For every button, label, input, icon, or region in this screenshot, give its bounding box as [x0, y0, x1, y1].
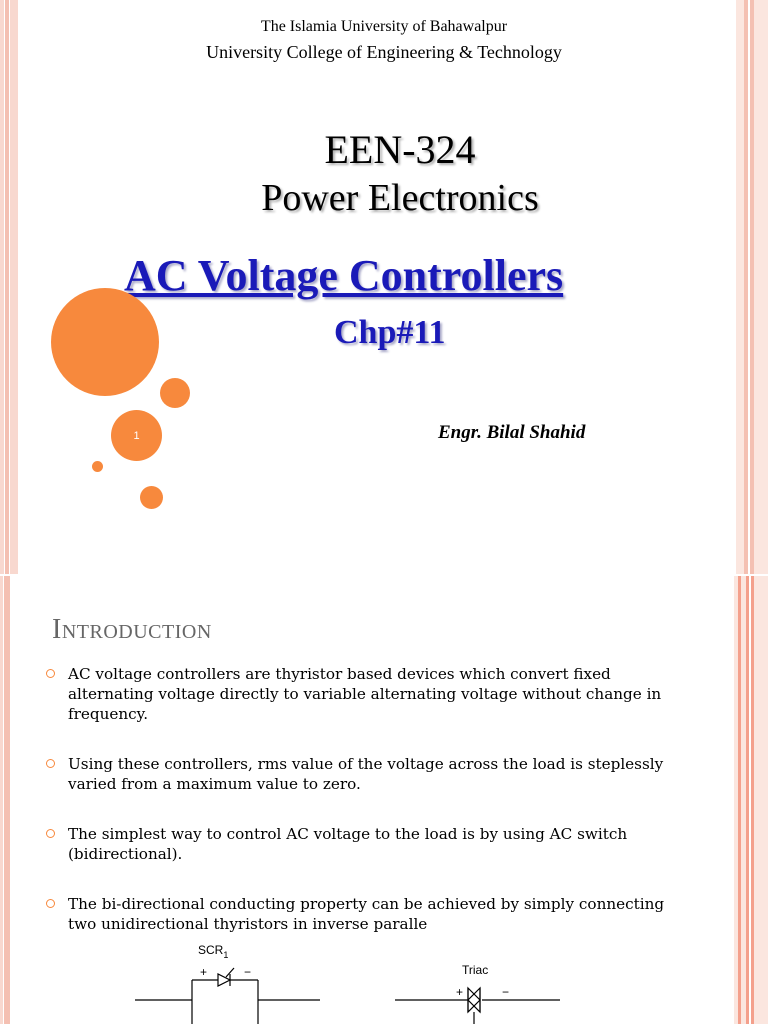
scr-label: $SCR_1$ [198, 944, 229, 960]
scr-minus-sign: − [244, 965, 252, 979]
bullet-item [46, 664, 666, 724]
triac-minus-sign: − [502, 985, 510, 999]
university-name: The Islamia University of Bahawalpur [260, 18, 508, 35]
circuit-diagram [130, 944, 600, 1024]
left-decoration-stripes [0, 0, 18, 574]
decorative-circle-small-2 [140, 486, 163, 509]
bullet-item [46, 824, 666, 864]
right-decoration-stripes [734, 576, 768, 1024]
slide-number-badge [111, 410, 162, 461]
right-decoration-stripes [736, 0, 768, 574]
decorative-circle-medium [160, 378, 190, 408]
scr-diode-symbol [218, 974, 230, 986]
author-name: Engr. Bilal Shahid [438, 422, 586, 443]
triac-circuit [395, 963, 560, 1024]
bullet-text: Using these controllers, rms value of the voltage across the load is steplessly varied from a maximum value to zero. [68, 755, 664, 793]
college-name: University College of Engineering & Technology [206, 42, 562, 62]
left-decoration-stripe [0, 576, 10, 1024]
course-name: Power Electronics [261, 177, 539, 219]
introduction-slide [0, 576, 768, 1024]
scr-plus-sign: + [200, 965, 208, 979]
course-code: EEN-324 [324, 127, 476, 172]
bullet-text: The bi-directional conducting property can be achieved by simply connecting two unidirectional thyristors in inverse paralle [68, 895, 665, 933]
decorative-circle-large [51, 288, 159, 396]
topic-title: AC Voltage Controllers [124, 251, 564, 300]
bullet-circle-icon [46, 899, 55, 908]
bullet-text: AC voltage controllers are thyristor based devices which convert fixed alternating voltage directly to variable alternating voltage without change in frequency. [68, 665, 662, 723]
bullet-circle-icon [46, 669, 55, 678]
triac-plus-sign: + [456, 985, 464, 999]
bullet-item [46, 754, 666, 794]
triac-label: Triac [462, 963, 489, 977]
slide-number: 1 [133, 429, 140, 442]
bullet-item [46, 894, 666, 934]
decorative-circle-small [92, 461, 103, 472]
bullet-circle-icon [46, 829, 55, 838]
chapter-label: Chp#11 [334, 314, 446, 351]
scr-antiparallel-circuit [135, 944, 320, 1024]
bullet-circle-icon [46, 759, 55, 768]
bullet-list [46, 664, 666, 934]
triac-symbol [468, 988, 480, 1012]
bullet-text: The simplest way to control AC voltage to the load is by using AC switch (bidirectional). [68, 825, 628, 863]
section-title: Introduction [52, 614, 212, 645]
